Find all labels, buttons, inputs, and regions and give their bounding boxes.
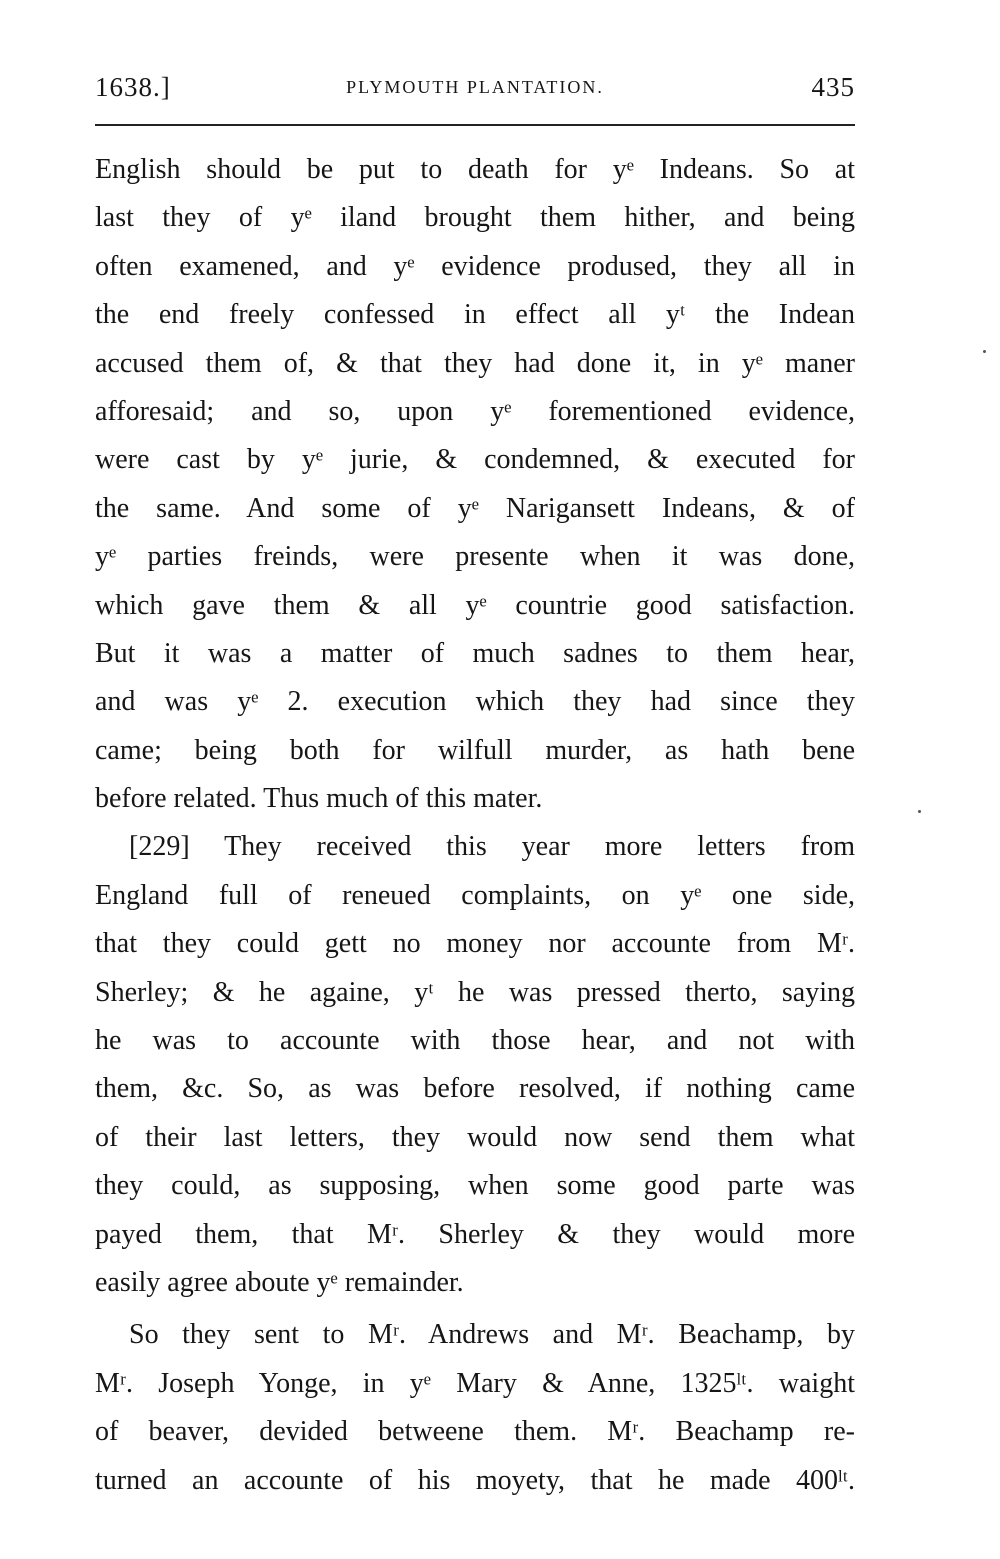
text-line: which gave them & all yᵉ countrie good satisfaction. bbox=[95, 589, 855, 621]
text-line: the same. And some of yᵉ Narigansett Indeans, & of bbox=[95, 492, 855, 524]
text-line: Mʳ. Joseph Yonge, in yᵉ Mary & Anne, 1325ˡᵗ. waight bbox=[95, 1367, 855, 1399]
running-header bbox=[95, 72, 855, 106]
text-line: were cast by yᵉ jurie, & condemned, & executed for bbox=[95, 444, 855, 476]
text-line: that they could gett no money nor accounte from Mʳ. bbox=[95, 928, 855, 960]
text-line: he was to accounte with those hear, and not with bbox=[95, 1025, 855, 1057]
text-line: and was yᵉ 2. execution which they had since they bbox=[95, 686, 855, 718]
text-line: payed them, that Mʳ. Sherley & they would more bbox=[95, 1218, 855, 1250]
text-line: So they sent to Mʳ. Andrews and Mʳ. Beachamp, by bbox=[129, 1319, 855, 1351]
margin-speck bbox=[918, 810, 921, 813]
text-line: came; being both for wilfull murder, as hath bene bbox=[95, 734, 855, 766]
text-line: turned an accounte of his moyety, that he made 400ˡᵗ. bbox=[95, 1464, 855, 1496]
body-text bbox=[95, 146, 855, 1505]
text-line: England full of reneued complaints, on yᵉ one side, bbox=[95, 879, 855, 911]
text-line: English should be put to death for yᵉ Indeans. So at bbox=[95, 154, 855, 185]
margin-speck bbox=[983, 350, 986, 353]
text-line: Sherley; & he againe, yᵗ he was pressed therto, saying bbox=[95, 976, 855, 1008]
text-line: easily agree aboute yᵉ remainder. bbox=[95, 1266, 464, 1298]
header-title: PLYMOUTH PLANTATION. bbox=[346, 77, 604, 97]
text-line: afforesaid; and so, upon yᵉ forementioned evidence, bbox=[95, 395, 855, 427]
header-rule bbox=[95, 124, 855, 126]
text-line: of their last letters, they would now send them what bbox=[95, 1121, 855, 1153]
text-line: often examened, and yᵉ evidence prodused, they all in bbox=[95, 250, 855, 282]
text-line: [229] They received this year more letters from bbox=[129, 831, 855, 863]
text-line: them, &c. So, as was before resolved, if nothing came bbox=[95, 1073, 855, 1105]
text-line: accused them of, & that they had done it, in yᵉ maner bbox=[95, 347, 855, 379]
header-year: 1638.] bbox=[95, 72, 171, 102]
text-line: yᵉ parties freinds, were presente when it was done, bbox=[95, 541, 855, 573]
text-line: they could, as supposing, when some good parte was bbox=[95, 1170, 855, 1202]
text-line: the end freely confessed in effect all yᵗ the Indean bbox=[95, 299, 855, 331]
page-number: 435 bbox=[811, 72, 855, 102]
text-line: before related. Thus much of this mater. bbox=[95, 783, 543, 815]
text-line: last they of yᵉ iland brought them hither, and being bbox=[95, 202, 855, 234]
text-line: But it was a matter of much sadnes to them hear, bbox=[95, 637, 855, 669]
text-line: of beaver, devided betweene them. Mʳ. Beachamp re- bbox=[95, 1416, 855, 1448]
